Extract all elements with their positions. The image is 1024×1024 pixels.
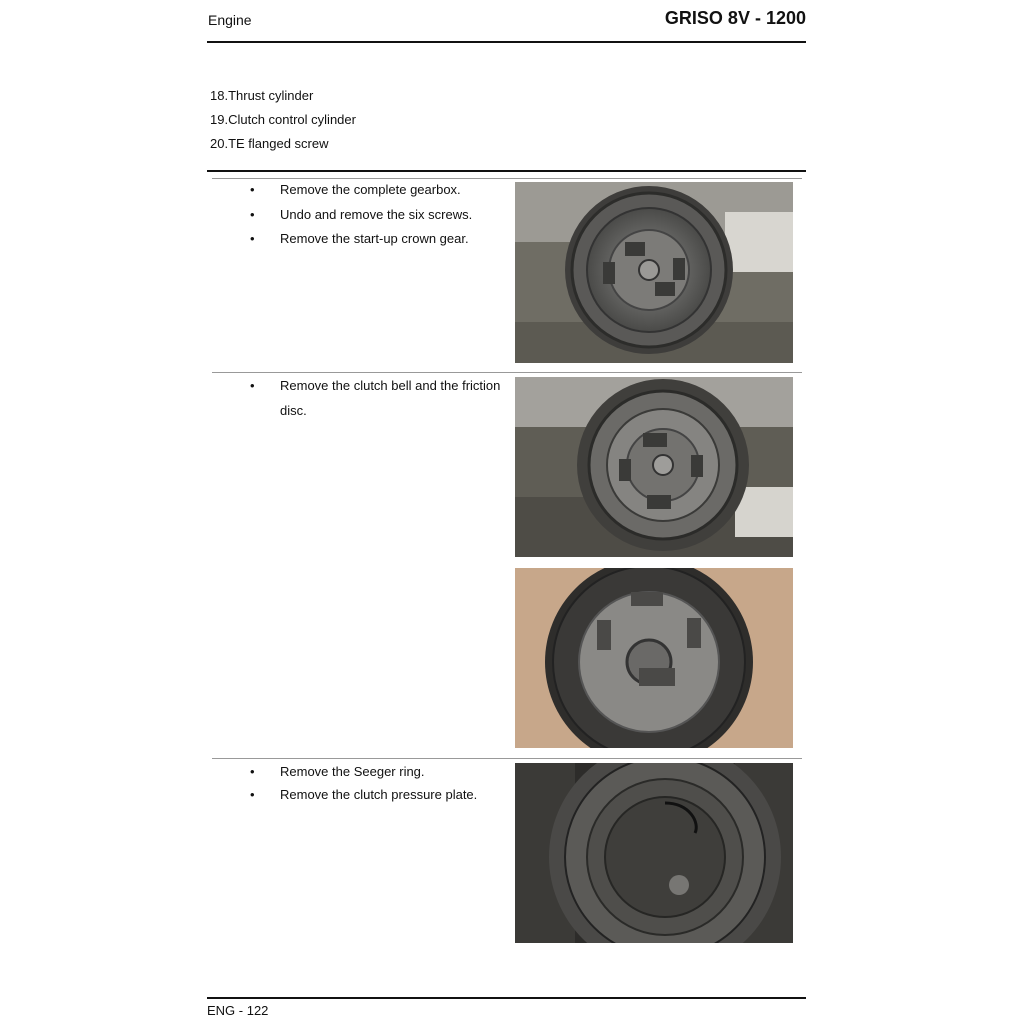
- legend-rule: [207, 170, 806, 172]
- step-2-bullet-1: Remove the clutch bell and the friction: [280, 378, 501, 393]
- header-rule: [207, 41, 806, 43]
- step-3-bullet-1: Remove the Seeger ring.: [280, 764, 425, 779]
- bullet-icon: •: [250, 207, 255, 222]
- step-1-bullet-2: Undo and remove the six screws.: [280, 207, 473, 222]
- model-title: GRISO 8V - 1200: [664, 8, 806, 28]
- legend-item-18: 18.Thrust cylinder: [210, 88, 314, 103]
- step-divider: [212, 372, 802, 373]
- photo-clutch-bell: [515, 377, 793, 557]
- footer-rule: [207, 997, 806, 999]
- step-divider: [212, 178, 802, 179]
- step-1-bullet-3: Remove the start-up crown gear.: [280, 231, 469, 246]
- step-2-bullet-1-cont: disc.: [280, 403, 307, 418]
- legend-item-20: 20.TE flanged screw: [210, 136, 329, 151]
- bullet-icon: •: [250, 378, 255, 393]
- photo-friction-disc: [515, 568, 793, 748]
- page-number: ENG - 122: [207, 1003, 269, 1018]
- photo-flywheel-assembly: [515, 182, 793, 363]
- bullet-icon: •: [250, 182, 255, 197]
- step-divider: [212, 758, 802, 759]
- bullet-icon: •: [250, 231, 255, 246]
- step-3-bullet-2: Remove the clutch pressure plate.: [280, 787, 478, 802]
- step-1-bullet-1: Remove the complete gearbox.: [280, 182, 461, 197]
- legend-item-19: 19.Clutch control cylinder: [210, 112, 356, 127]
- photo-pressure-plate: [515, 763, 793, 943]
- bullet-icon: •: [250, 764, 255, 779]
- section-title: Engine: [208, 12, 252, 28]
- bullet-icon: •: [250, 787, 255, 802]
